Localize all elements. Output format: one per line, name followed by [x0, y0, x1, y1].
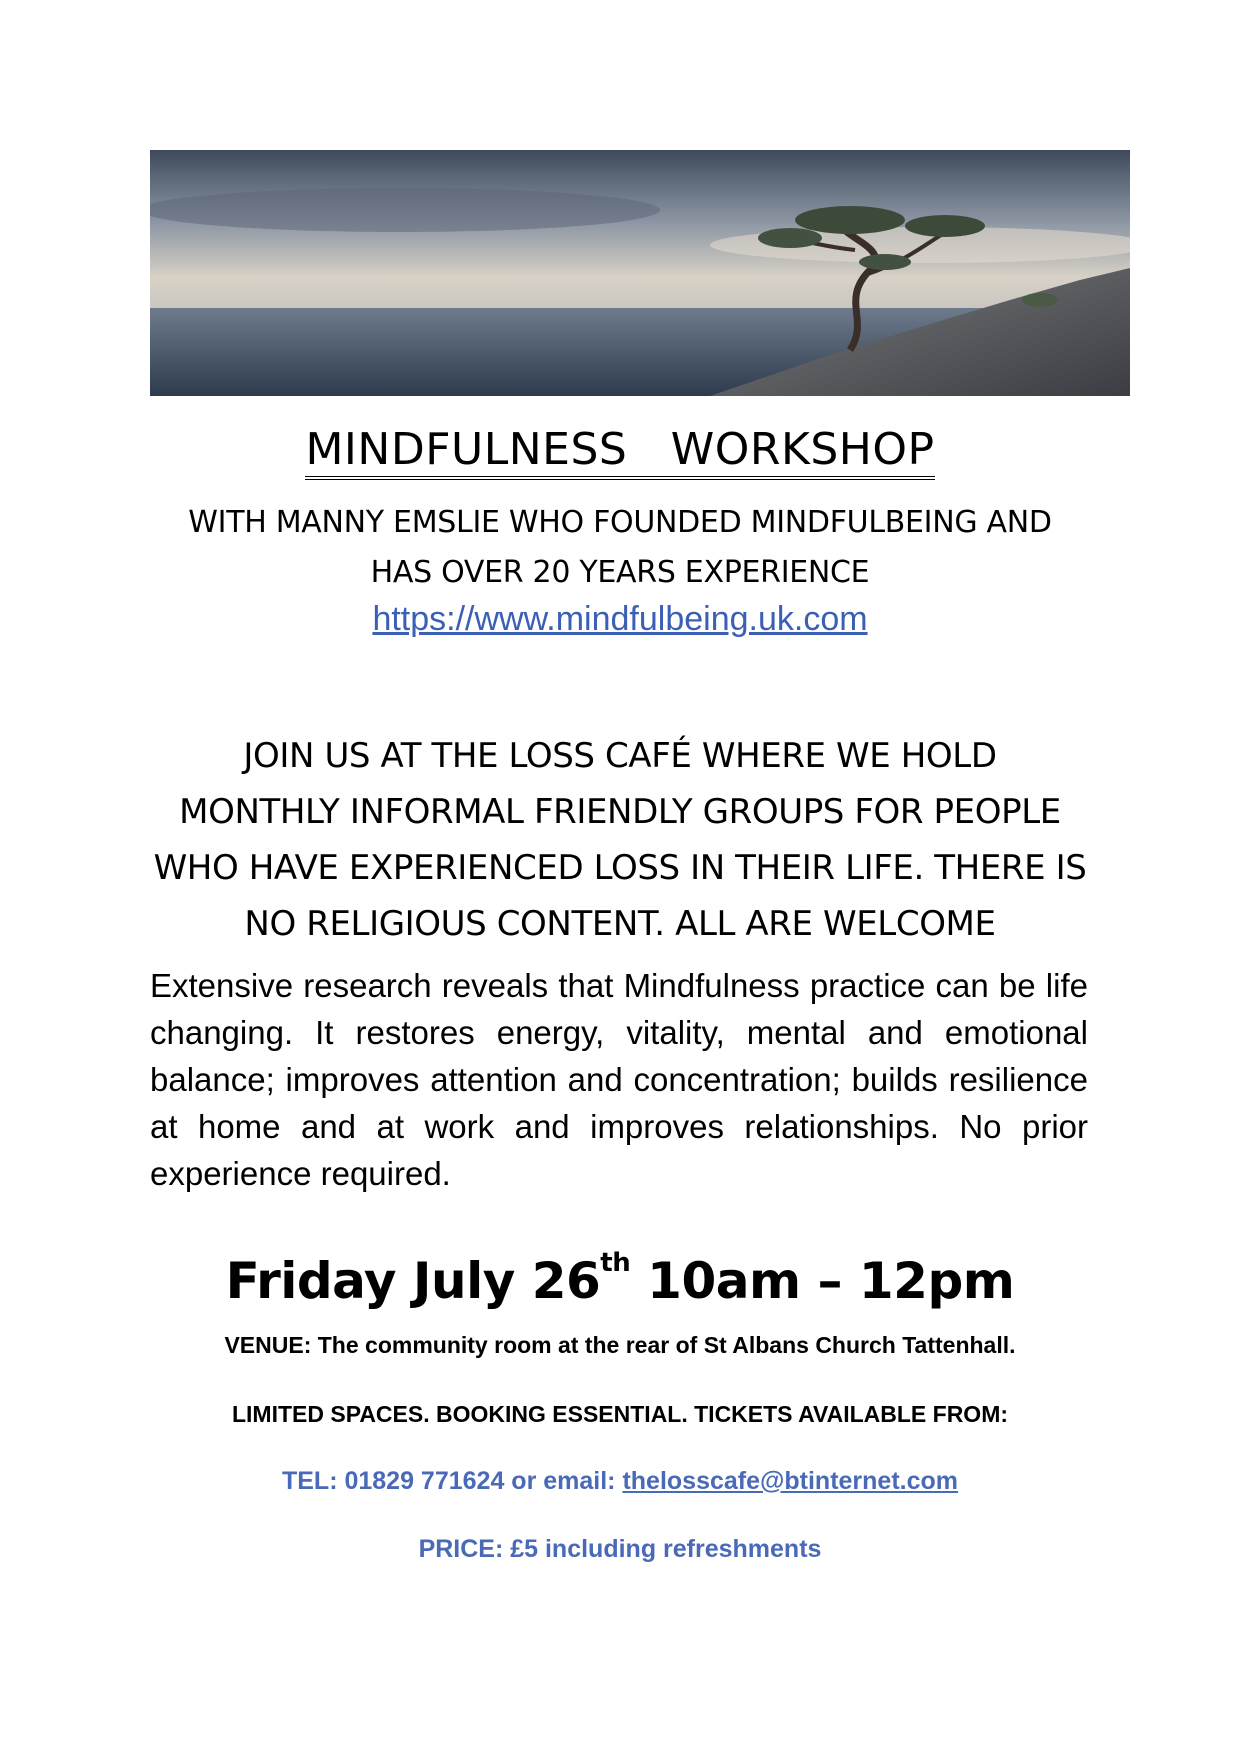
- contact-line: [0, 1467, 1240, 1496]
- telephone-text: TEL: 01829 771624 or email:: [281, 1467, 623, 1495]
- website-link[interactable]: https://www.mindfulbeing.uk.com: [372, 600, 868, 638]
- description-paragraph: Extensive research reveals that Mindfulness practice can be life changing. It restores energy, vitality, mental and emotional balance; improves attention and concentration; builds resilience at home and at work and improves relationships. No prior experience required.: [150, 967, 1088, 1192]
- join-line: WHO HAVE EXPERIENCED LOSS IN THEIR LIFE. THERE IS: [153, 848, 1087, 888]
- subtitle-line-1: WITH MANNY EMSLIE WHO FOUNDED MINDFULBEING AND: [188, 505, 1052, 540]
- header-image: [150, 150, 1130, 396]
- subtitle-line-2: HAS OVER 20 YEARS EXPERIENCE: [370, 555, 870, 590]
- join-line: JOIN US AT THE LOSS CAFÉ WHERE WE HOLD: [243, 736, 997, 776]
- join-line: MONTHLY INFORMAL FRIENDLY GROUPS FOR PEOPLE: [179, 792, 1061, 832]
- booking-notice: LIMITED SPACES. BOOKING ESSENTIAL. TICKETS AVAILABLE FROM:: [231, 1401, 1009, 1427]
- event-date-day: Friday July 26: [225, 1252, 601, 1310]
- venue-text: VENUE: The community room at the rear of St Albans Church Tattenhall.: [224, 1332, 1016, 1358]
- title-text: MINDFULNESS WORKSHOP: [305, 424, 934, 480]
- join-paragraph: [0, 728, 1240, 952]
- email-link[interactable]: thelosscafe@btinternet.com: [622, 1467, 959, 1495]
- event-date: [0, 1248, 1240, 1310]
- join-line: NO RELIGIOUS CONTENT. ALL ARE WELCOME: [244, 904, 996, 944]
- page-title: [0, 424, 1240, 475]
- event-time: 10am – 12pm: [630, 1252, 1015, 1310]
- price-text: PRICE: £5 including refreshments: [418, 1535, 822, 1563]
- event-date-suffix: th: [600, 1248, 631, 1278]
